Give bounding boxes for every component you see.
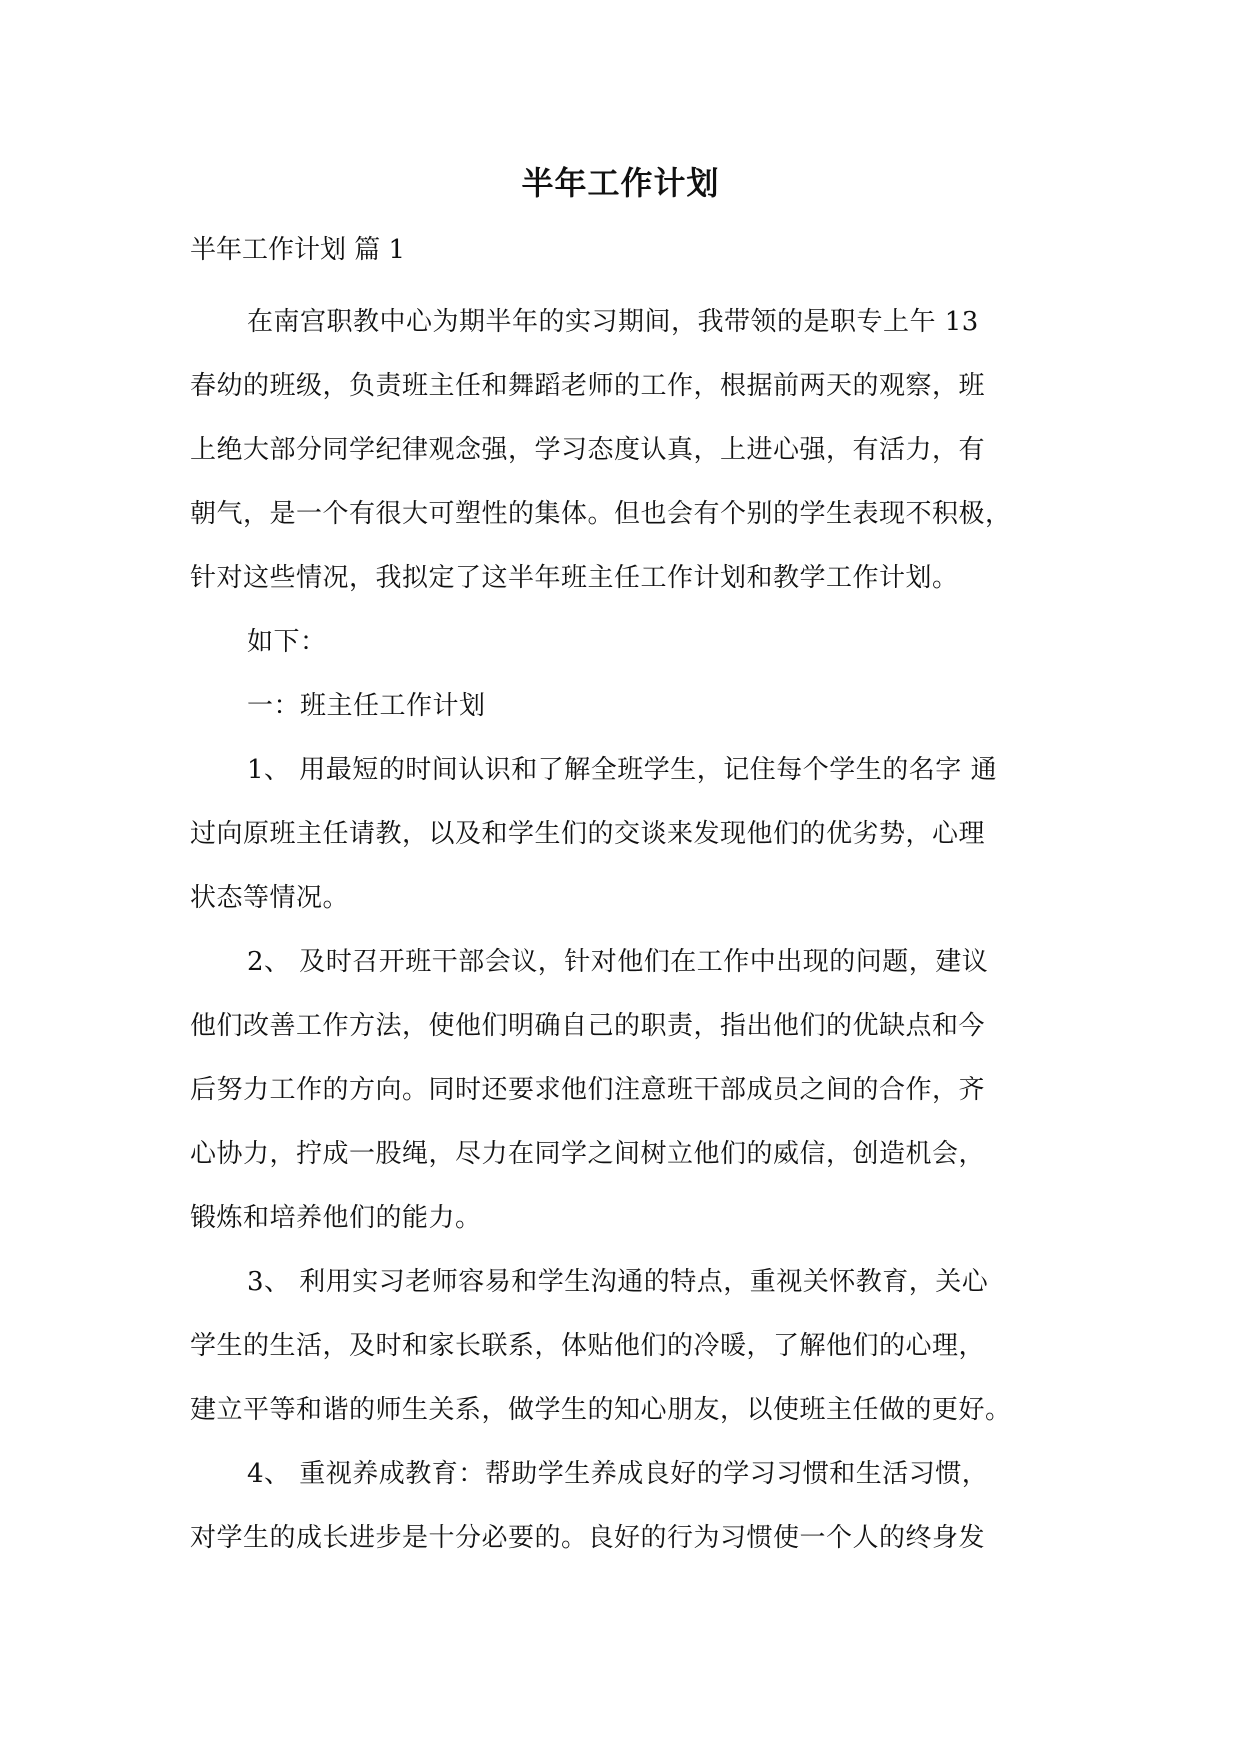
paragraph-line: 1、 用最短的时间认识和了解全班学生，记住每个学生的名字 通 bbox=[247, 755, 998, 785]
paragraph-line: 对学生的成长进步是十分必要的。良好的行为习惯使一个人的终身发 bbox=[190, 1523, 986, 1553]
paragraph-line: 针对这些情况，我拟定了这半年班主任工作计划和教学工作计划。 bbox=[190, 563, 959, 593]
paragraph-line: 后努力工作的方向。同时还要求他们注意班干部成员之间的合作，齐 bbox=[190, 1075, 986, 1105]
paragraph-line: 学生的生活，及时和家长联系，体贴他们的冷暖，了解他们的心理， bbox=[190, 1331, 986, 1361]
paragraph-line: 2、 及时召开班干部会议，针对他们在工作中出现的问题，建议 bbox=[247, 947, 989, 977]
paragraph-line: 过向原班主任请教，以及和学生们的交谈来发现他们的优劣势，心理 bbox=[190, 819, 986, 849]
paragraph-line: 状态等情况。 bbox=[190, 883, 350, 913]
paragraph-line: 4、 重视养成教育：帮助学生养成良好的学习习惯和生活习惯， bbox=[247, 1459, 989, 1489]
section-heading: 半年工作计划 篇 1 bbox=[190, 235, 406, 265]
document-body bbox=[190, 290, 1054, 1570]
paragraph-line: 春幼的班级，负责班主任和舞蹈老师的工作，根据前两天的观察，班 bbox=[190, 371, 986, 401]
paragraph-line: 一：班主任工作计划 bbox=[247, 691, 486, 721]
paragraph-line: 如下： bbox=[247, 627, 327, 657]
paragraph-line: 他们改善工作方法，使他们明确自己的职责，指出他们的优缺点和今 bbox=[190, 1011, 986, 1041]
paragraph-line: 心协力，拧成一股绳，尽力在同学之间树立他们的威信，创造机会， bbox=[190, 1139, 986, 1169]
paragraph-line: 锻炼和培养他们的能力。 bbox=[190, 1203, 482, 1233]
paragraph-line: 朝气，是一个有很大可塑性的集体。但也会有个别的学生表现不积极， bbox=[190, 499, 1012, 529]
paragraph-line: 上绝大部分同学纪律观念强，学习态度认真，上进心强，有活力，有 bbox=[190, 435, 986, 465]
paragraph-line: 在南宫职教中心为期半年的实习期间，我带领的是职专上午 13 bbox=[247, 307, 979, 337]
page-title: 半年工作计划 bbox=[521, 164, 720, 202]
paragraph-line: 建立平等和谐的师生关系，做学生的知心朋友，以使班主任做的更好。 bbox=[190, 1395, 1012, 1425]
paragraph-line: 3、 利用实习老师容易和学生沟通的特点，重视关怀教育，关心 bbox=[247, 1267, 989, 1297]
